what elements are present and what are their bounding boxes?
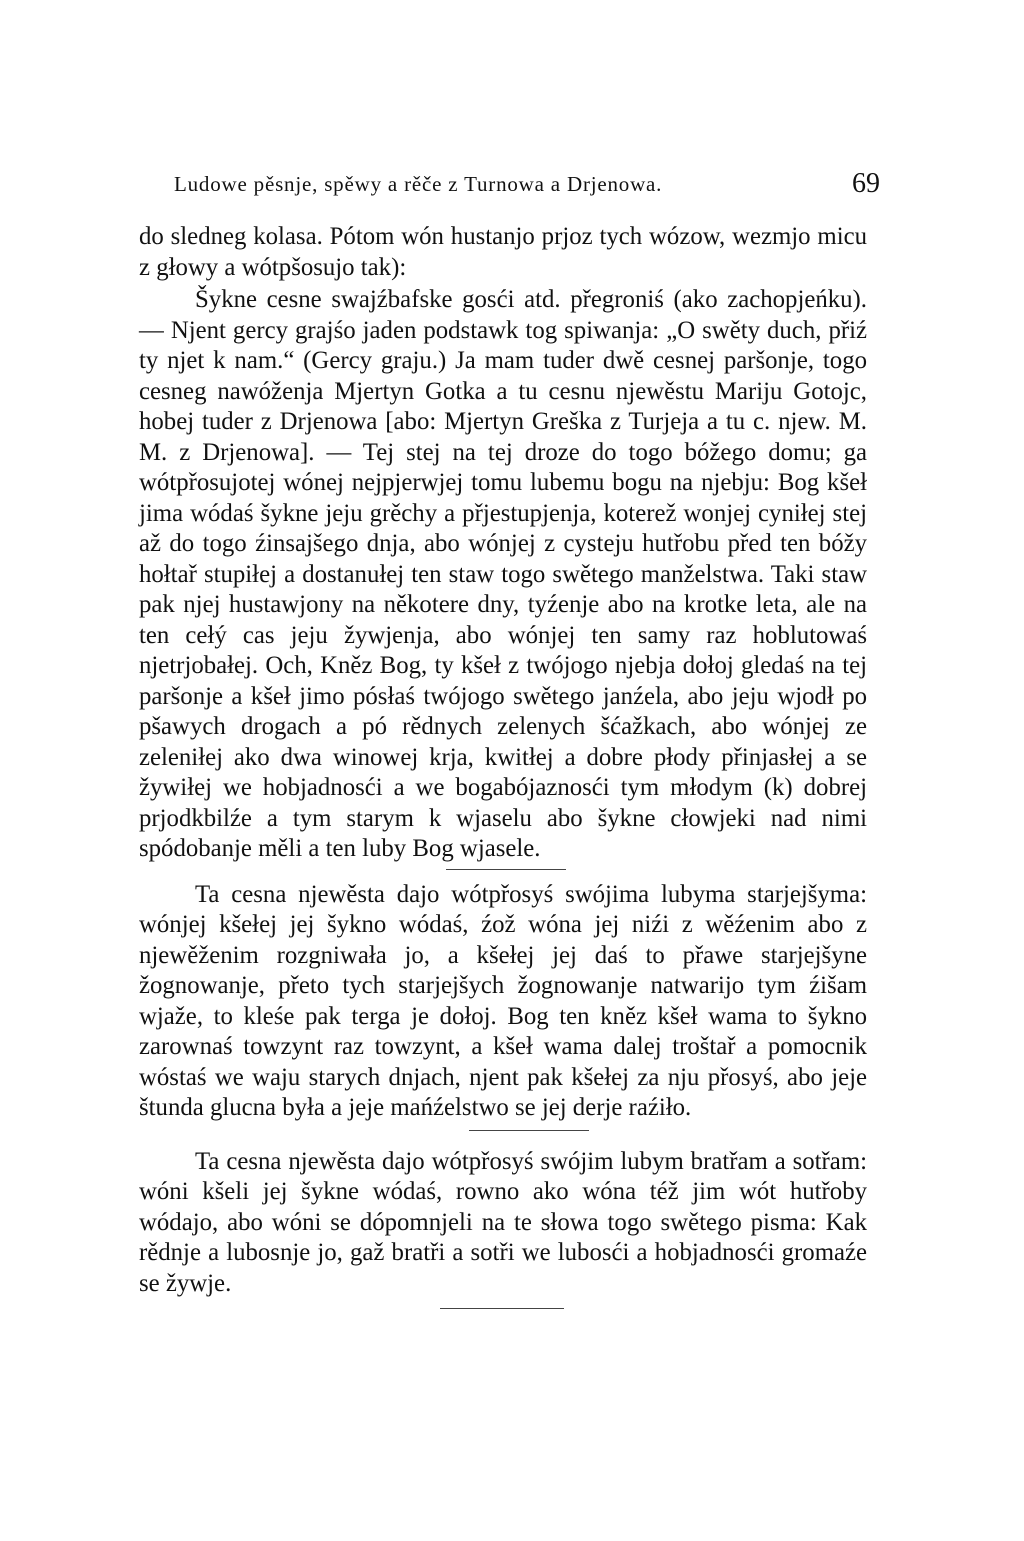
page-header xyxy=(174,168,880,204)
paragraph-1: do sledneg kolasa. Pótom wón hustanjo prjoz tych wózow, wezmjo micu z głowy a wótpšosujo tak): xyxy=(139,223,867,281)
section-rule-1 xyxy=(446,869,566,870)
paragraph-3: Ta cesna njewěsta dajo wótpřosyś swójima lubyma starjejšyma: wónjej kšełej jej šykno wódaś, źož wóna jej niźi z wěźenim abo z njewěženim rozgniwała jo, a kšełej jej daś to přawe starjejšyne žognowanje, přeto tych starjejšych žognowanje natwarijo tym źišam wjaže, to kleśe pak terga je dołoj. Bog ten kněz kšeł wama to šykno zarownaś towzynt raz towzynt, a kšeł wama dalej troštař a pomocnik wóstaś we waju starych dnjach, njent pak kšełej za nju přosyś, abo jeje štunda glucna była a jeje mańźelstwo se jej derje raźiło. xyxy=(139,880,867,1121)
body-text xyxy=(139,222,867,1309)
section-rule-2 xyxy=(469,1130,589,1131)
running-title: Ludowe pěsnje, spěwy a rěče z Turnowa a Drjenowa. xyxy=(174,172,663,196)
page-number: 69 xyxy=(852,168,880,199)
paragraph-4: Ta cesna njewěsta dajo wótpřosyś swójim lubym bratřam a sotřam: wóni kšeli jej šykne wódaś, rowno ako wóna též jim wót hutřoby wódajo, abo wóni se dópomnjeli na te słowa togo swětego pisma: Kak rědnje a lubosnje jo, gaž bratři a sotři we lubosći a hobjadnosći gromaźe se žywje. xyxy=(139,1147,867,1297)
paragraph-2: Šykne cesne swajźbafske gosći atd. přegroniś (ako zachopjeńku). — Njent gercy grajśo jaden podstawk tog spiwanja: „O swěty duch, přiź ty njet k nam.“ (Gercy graju.) Ja mam tuder dwě cesnej paršonje, togo cesneg nawóženja Mjertyn Gotka a tu cesnu njewěstu Mariju Gotojc, hobej tuder z Drjenowa [abo: Mjertyn Greška z Turjeja a tu c. njew. M. M. z Drjenowa]. — Tej stej na tej droze do togo bóžego domu; ga wótpřosujotej wónej nejpjerwjej tomu lubemu bogu na njebju: Bog kšeł jima wódaś šykne jeju grěchy a přjestupjenja, koterež wonjej cyniłej stej až do togo źinsajšego dnja, abo wónjej z cysteju hutřobu před ten bóžy hołtař stupiłej a dostanułej ten staw togo swětego manželstwa. Taki staw pak njej hustawjony na někotere dny, tyźenje abo na krotke leta, ale na ten cełý cas jeju žywjenja, abo wónjej ten samy raz hoblutowaś njetrjobałej. Och, Kněz Bog, ty kšeł z twójogo njebja dołoj gledaś na tej paršonje a kšeł jimo pósłaś twójogo swětego janźela, abo jeju wjodł po pšawych drogach a pó rědnych zelenych šćažkach, abo wónjej ze zeleniłej ako dwa winowej krja, kwitłej a dobre płody přinjasłej a se žywiłej we hobjadnosći a we bogabójaznosći tym młodym (k) dobrej prjodkbilźe a tym starym k wjaselu abo šykne cłowjeki nad nimi spódobanje měli a ten luby Bog wjasele. xyxy=(139,286,867,862)
section-rule-3 xyxy=(440,1308,564,1309)
